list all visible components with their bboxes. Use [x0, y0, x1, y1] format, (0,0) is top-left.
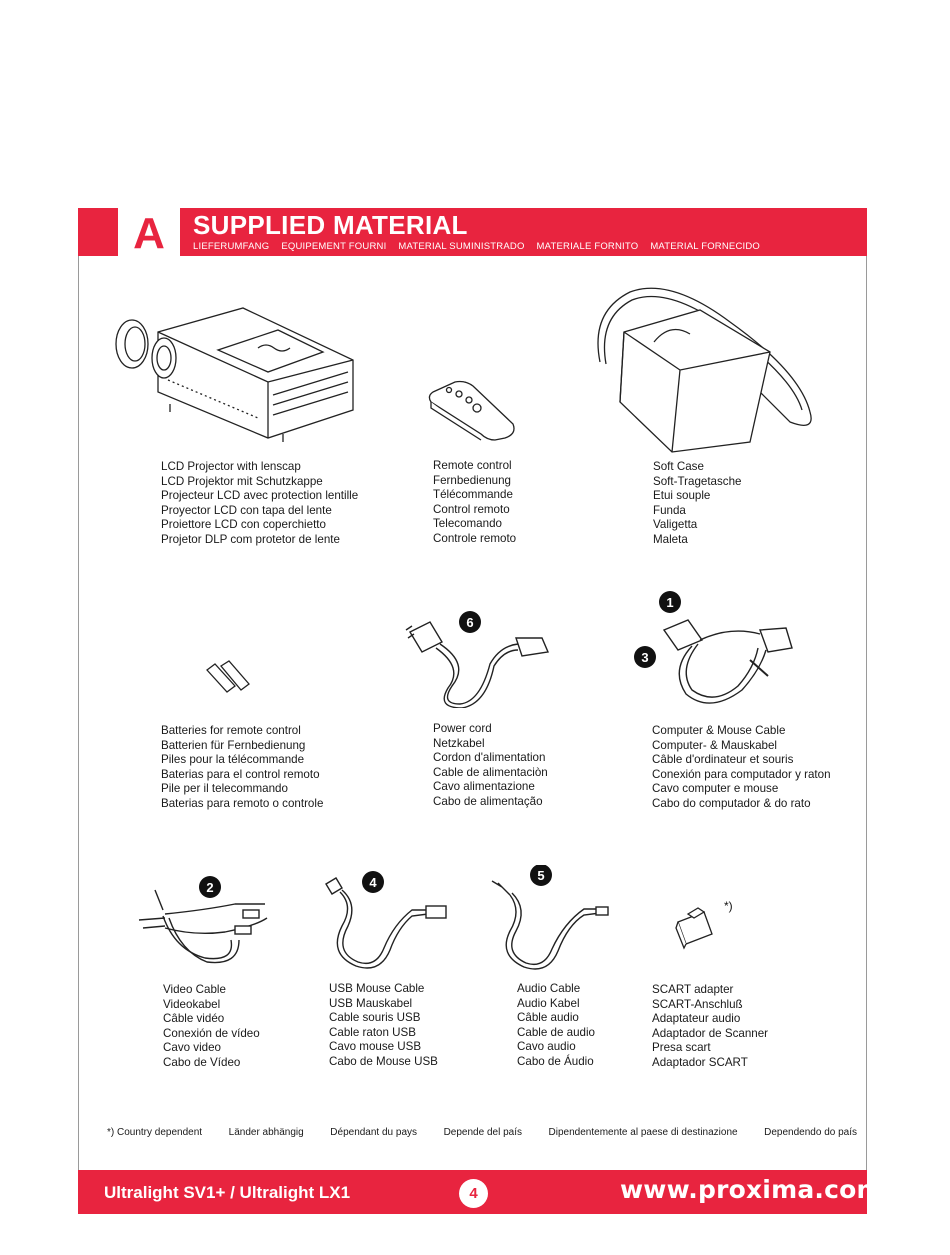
- videocable-caption-es: Conexión de vídeo: [163, 1026, 260, 1040]
- computercable-caption-pt: Cabo do computador & do rato: [652, 796, 811, 810]
- audiocable-illustration: [488, 865, 613, 980]
- softcase-caption-de: Soft-Tragetasche: [653, 474, 742, 488]
- batteries-caption-en: Batteries for remote control: [161, 724, 301, 737]
- powercord-caption-pt: Cabo de alimentação: [433, 794, 543, 808]
- projector-caption-fr: Projecteur LCD avec protection lentille: [161, 489, 359, 503]
- scart-caption-de: SCART-Anschluß: [652, 997, 743, 1011]
- batteries-caption-it: Pile per il telecommando: [161, 782, 288, 796]
- scart-caption-en: SCART adapter: [652, 983, 734, 996]
- projector-caption-es: Proyector LCD con tapa del lente: [161, 503, 332, 517]
- footnote-de: Länder abhängig: [228, 1127, 304, 1138]
- videocable-caption: [163, 983, 260, 1071]
- power-badge: 6: [466, 615, 474, 630]
- projector-caption: [161, 460, 358, 548]
- audiocable-caption-pt: Cabo de Áudio: [517, 1054, 594, 1068]
- powercord-caption-fr: Cordon d'alimentation: [433, 751, 546, 765]
- computercable-caption-fr: Câble d'ordinateur et souris: [652, 753, 794, 767]
- scart-caption-fr: Adaptateur audio: [652, 1012, 741, 1026]
- powercord-caption-en: Power cord: [433, 722, 492, 735]
- powercord-caption-it: Cavo alimentazione: [433, 780, 535, 794]
- remote-caption-en: Remote control: [433, 459, 512, 472]
- video-badge: 2: [206, 880, 214, 895]
- softcase-caption-fr: Etui souple: [653, 489, 711, 503]
- computer-badge-top: 1: [666, 595, 674, 610]
- usbcable-caption-pt: Cabo de Mouse USB: [329, 1054, 438, 1068]
- remote-caption-pt: Controle remoto: [433, 531, 517, 545]
- website-link[interactable]: www.proxima.com: [620, 1175, 883, 1204]
- softcase-caption-it: Valigetta: [653, 518, 698, 532]
- videocable-caption-it: Cavo video: [163, 1041, 222, 1055]
- footnote-pt: Dependendo do país: [764, 1127, 857, 1138]
- softcase-caption-en: Soft Case: [653, 460, 704, 473]
- usbcable-caption-en: USB Mouse Cable: [329, 982, 425, 995]
- batteries-caption-pt: Baterias para remoto o controle: [161, 796, 324, 810]
- usbcable-caption: [329, 982, 438, 1070]
- remote-illustration: [425, 378, 520, 443]
- subtitle-es: MATERIAL SUMINISTRADO: [398, 241, 525, 252]
- section-letter: A: [133, 209, 165, 258]
- batteries-caption: [161, 724, 323, 812]
- batteries-illustration: [203, 660, 255, 696]
- scart-caption-pt: Adaptador SCART: [652, 1055, 748, 1069]
- computer-badge-side: 3: [641, 650, 649, 665]
- footnote-it: Dipendentemente al paese di destinazione: [548, 1127, 738, 1138]
- scart-caption-it: Presa scart: [652, 1041, 711, 1055]
- remote-caption-de: Fernbedienung: [433, 473, 511, 487]
- usbcable-caption-es: Cable raton USB: [329, 1025, 416, 1039]
- softcase-caption-pt: Maleta: [653, 532, 688, 546]
- computercable-caption-en: Computer & Mouse Cable: [652, 724, 786, 737]
- remote-caption-fr: Télécommande: [433, 488, 513, 502]
- scart-caption: [652, 983, 768, 1071]
- computercable-caption-it: Cavo computer e mouse: [652, 782, 779, 796]
- videocable-caption-de: Videokabel: [163, 997, 221, 1011]
- audio-badge: 5: [537, 868, 545, 883]
- powercord-caption: [433, 722, 548, 810]
- usbcable-caption-it: Cavo mouse USB: [329, 1040, 422, 1054]
- softcase-caption-es: Funda: [653, 503, 686, 517]
- powercord-caption-de: Netzkabel: [433, 736, 485, 750]
- remote-caption: [433, 459, 516, 547]
- subtitle-de: LIEFERUMFANG: [193, 241, 270, 252]
- audiocable-caption-es: Cable de audio: [517, 1025, 595, 1039]
- projector-caption-en: LCD Projector with lenscap: [161, 460, 301, 473]
- scart-caption-es: Adaptador de Scanner: [652, 1026, 769, 1040]
- computercable-caption-de: Computer- & Mauskabel: [652, 738, 778, 752]
- videocable-caption-pt: Cabo de Vídeo: [163, 1055, 241, 1069]
- computercable-caption-es: Conexión para computador y raton: [652, 767, 831, 781]
- softcase-caption: [653, 460, 742, 548]
- computercable-illustration: [630, 590, 805, 720]
- audiocable-caption: [517, 982, 595, 1070]
- subtitle-it: MATERIALE FORNITO: [536, 241, 639, 252]
- computercable-caption: [652, 724, 831, 812]
- audiocable-caption-it: Cavo audio: [517, 1040, 576, 1054]
- model-name: Ultralight SV1+ / Ultralight LX1: [104, 1183, 351, 1202]
- powercord-caption-es: Cable de alimentaciòn: [433, 765, 548, 779]
- videocable-illustration: [135, 870, 280, 970]
- audiocable-caption-fr: Câble audio: [517, 1011, 579, 1025]
- batteries-caption-de: Batterien für Fernbedienung: [161, 738, 306, 752]
- powercord-illustration: [400, 604, 560, 708]
- softcase-illustration: [580, 282, 835, 462]
- projector-caption-it: Proiettore LCD con coperchietto: [161, 518, 326, 532]
- projector-illustration: [108, 300, 368, 450]
- section-subtitles: [193, 241, 760, 252]
- projector-caption-de: LCD Projektor mit Schutzkappe: [161, 474, 323, 488]
- remote-caption-it: Telecomando: [433, 517, 502, 531]
- videocable-caption-fr: Câble vidéo: [163, 1012, 225, 1026]
- footnote-en: *) Country dependent: [107, 1127, 203, 1138]
- remote-caption-es: Control remoto: [433, 502, 510, 516]
- footnote-fr: Dépendant du pays: [330, 1127, 418, 1138]
- audiocable-caption-en: Audio Cable: [517, 982, 581, 995]
- audiocable-caption-de: Audio Kabel: [517, 996, 580, 1010]
- usbcable-caption-de: USB Mauskabel: [329, 996, 413, 1010]
- page-number: 4: [459, 1179, 488, 1208]
- scart-note: *): [724, 899, 733, 913]
- subtitle-pt: MATERIAL FORNECIDO: [650, 241, 761, 252]
- scart-illustration: [668, 892, 748, 952]
- subtitle-fr: EQUIPEMENT FOURNI: [281, 241, 387, 252]
- batteries-caption-fr: Piles pour la télécommande: [161, 753, 305, 767]
- country-footnote: [107, 1127, 857, 1138]
- footnote-es: Depende del país: [443, 1127, 522, 1138]
- section-title: SUPPLIED MATERIAL: [193, 210, 468, 240]
- usb-badge: 4: [369, 875, 377, 890]
- projector-caption-pt: Projetor DLP com protetor de lente: [161, 532, 340, 546]
- usbcable-caption-fr: Cable souris USB: [329, 1011, 421, 1025]
- batteries-caption-es: Baterias para el control remoto: [161, 767, 320, 781]
- videocable-caption-en: Video Cable: [163, 983, 226, 996]
- usbcable-illustration: [320, 870, 455, 980]
